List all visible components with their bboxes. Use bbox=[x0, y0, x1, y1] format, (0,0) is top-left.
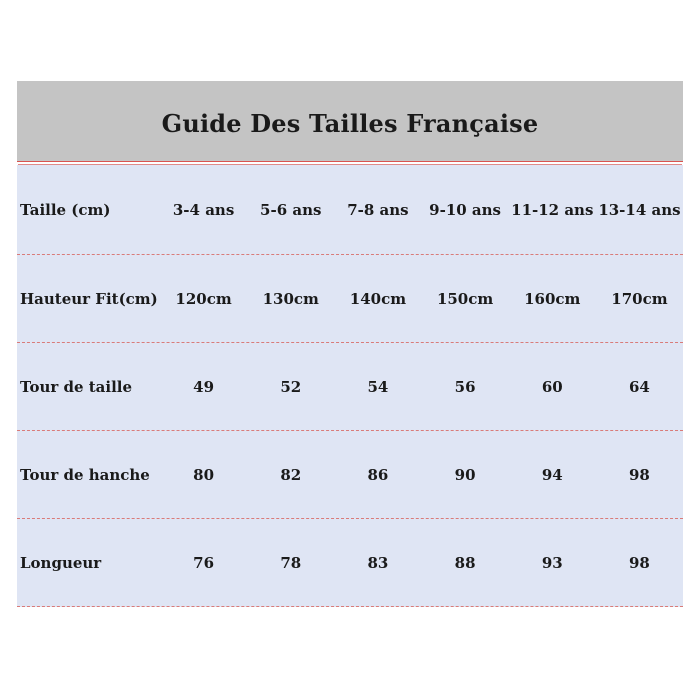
table-cell: 120cm bbox=[175, 289, 232, 308]
table-cell: 13-14 ans bbox=[598, 200, 681, 219]
table-cell: 150cm bbox=[436, 289, 494, 308]
table-cell: 54 bbox=[367, 377, 389, 396]
row-label: Tour de taille bbox=[20, 377, 133, 396]
table-cell: 64 bbox=[629, 377, 650, 396]
table-cell: 7-8 ans bbox=[347, 200, 409, 219]
table-cell: 9-10 ans bbox=[429, 200, 502, 219]
table-row-hip bbox=[17, 431, 683, 519]
table-cell: 3-4 ans bbox=[172, 200, 235, 219]
table-cell: 86 bbox=[367, 465, 389, 484]
table-cell: 49 bbox=[193, 377, 215, 396]
row-label: Taille (cm) bbox=[20, 200, 111, 219]
table-cell: 78 bbox=[280, 553, 302, 572]
table-cell: 56 bbox=[454, 377, 476, 396]
table-cell: 98 bbox=[629, 553, 650, 572]
table-cell: 160cm bbox=[524, 289, 581, 308]
table-row-height bbox=[17, 255, 683, 343]
row-label: Longueur bbox=[20, 553, 102, 572]
table-row-length bbox=[17, 519, 683, 607]
table-cell: 93 bbox=[541, 553, 563, 572]
table-cell: 140cm bbox=[349, 289, 407, 308]
table-cell: 94 bbox=[541, 465, 563, 484]
table-row-waist bbox=[17, 343, 683, 431]
table-body bbox=[17, 165, 683, 607]
table-cell: 98 bbox=[629, 465, 650, 484]
table-cell: 5-6 ans bbox=[260, 200, 322, 219]
table-title: Guide Des Tailles Française bbox=[161, 108, 539, 138]
table-cell: 82 bbox=[280, 465, 302, 484]
table-cell: 76 bbox=[193, 553, 215, 572]
table-cell: 60 bbox=[541, 377, 563, 396]
table-cell: 90 bbox=[454, 465, 476, 484]
row-label: Tour de hanche bbox=[20, 465, 150, 484]
table-cell: 83 bbox=[367, 553, 389, 572]
table-cell: 130cm bbox=[262, 289, 319, 308]
table-cell: 80 bbox=[193, 465, 215, 484]
table-header bbox=[17, 81, 683, 162]
size-guide-table bbox=[17, 81, 683, 607]
table-cell: 11-12 ans bbox=[511, 200, 594, 219]
row-label: Hauteur Fit(cm) bbox=[20, 289, 158, 308]
table-cell: 88 bbox=[454, 553, 476, 572]
table-row-size bbox=[17, 165, 683, 255]
table-cell: 170cm bbox=[611, 289, 668, 308]
table-cell: 52 bbox=[280, 377, 302, 396]
